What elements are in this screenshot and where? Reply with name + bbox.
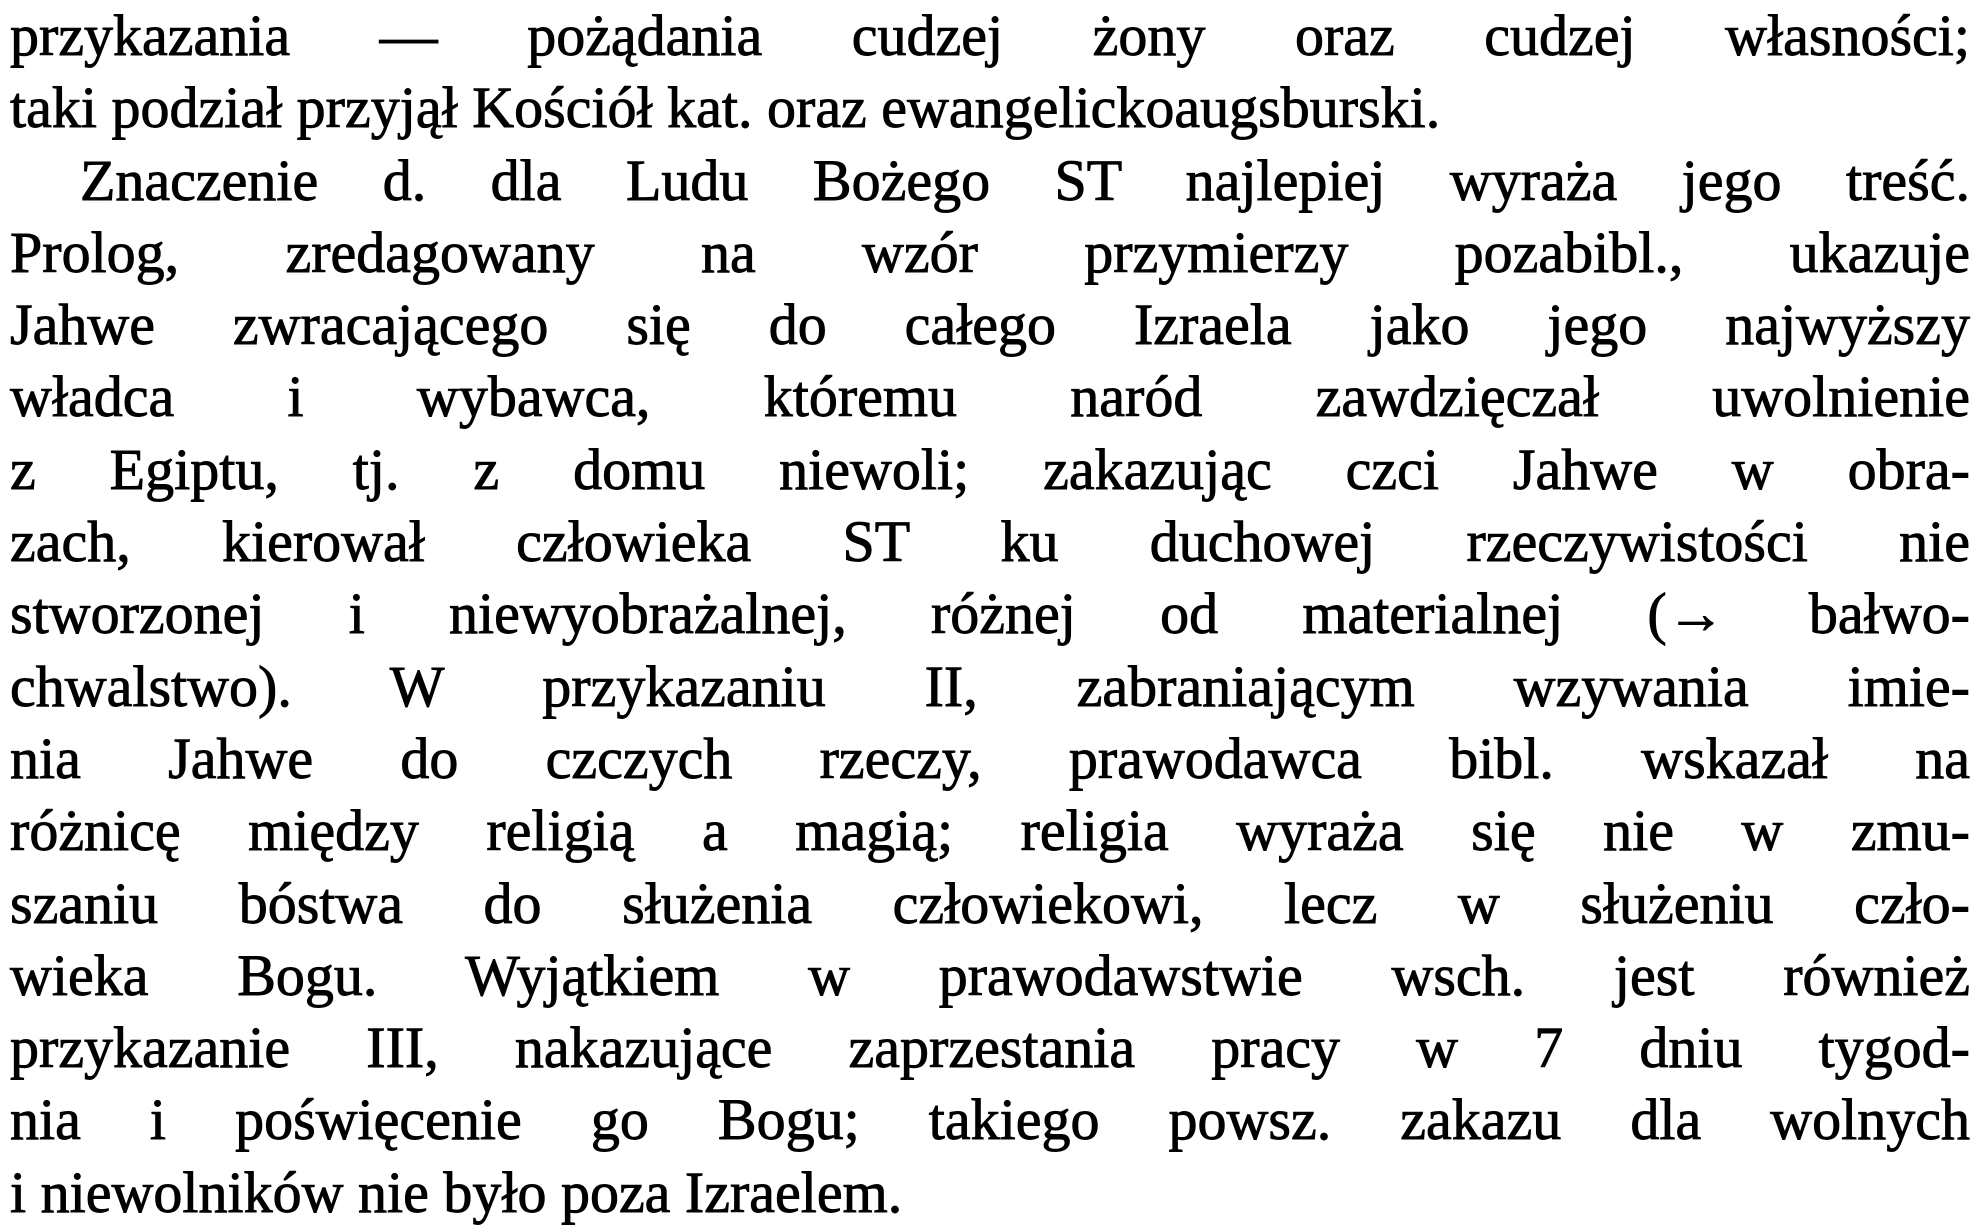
text-line: przykazanie III, nakazujące zaprzestania pracy w 7 dniu tygod- — [10, 1015, 1970, 1081]
text-line: różnicę między religią a magią; religia wyraża się nie w zmu- — [10, 798, 1970, 864]
text-line: Jahwe zwracającego się do całego Izraela jako jego najwyższy — [10, 292, 1970, 358]
text-line: wieka Bogu. Wyjątkiem w prawodawstwie wsch. jest również — [10, 942, 1970, 1008]
text-line: szaniu bóstwa do służenia człowiekowi, lecz w służeniu czło- — [10, 870, 1970, 936]
text-column — [10, 0, 1970, 1229]
text-line: przykazania — pożądania cudzej żony oraz cudzej własności; — [10, 3, 1970, 68]
text-line: nia Jahwe do czczych rzeczy, prawodawca bibl. wskazał na — [10, 725, 1970, 791]
text-line: nia i poświęcenie go Bogu; takiego powsz. zakazu dla wolnych — [10, 1087, 1970, 1153]
text-line: stworzonej i niewyobrażalnej, różnej od materialnej (→ bałwo- — [10, 581, 1970, 647]
text-line: taki podział przyjął Kościół kat. oraz ewangelickoaugsburski. — [10, 75, 1441, 141]
paragraph-first-line: Znaczenie d. dla Ludu Bożego ST najlepiej wyraża jego treść. — [80, 147, 1970, 213]
text-line: z Egiptu, tj. z domu niewoli; zakazując czci Jahwe w obra- — [10, 436, 1970, 502]
text-line: władca i wybawca, któremu naród zawdzięczał uwolnienie — [10, 364, 1970, 430]
text-line: i niewolników nie było poza Izraelem. — [10, 1159, 903, 1225]
text-line: Prolog, zredagowany na wzór przymierzy pozabibl., ukazuje — [10, 219, 1970, 285]
text-line: chwalstwo). W przykazaniu II, zabraniającym wzywania imie- — [10, 653, 1970, 719]
text-line: zach, kierował człowieka ST ku duchowej rzeczywistości nie — [10, 509, 1970, 575]
